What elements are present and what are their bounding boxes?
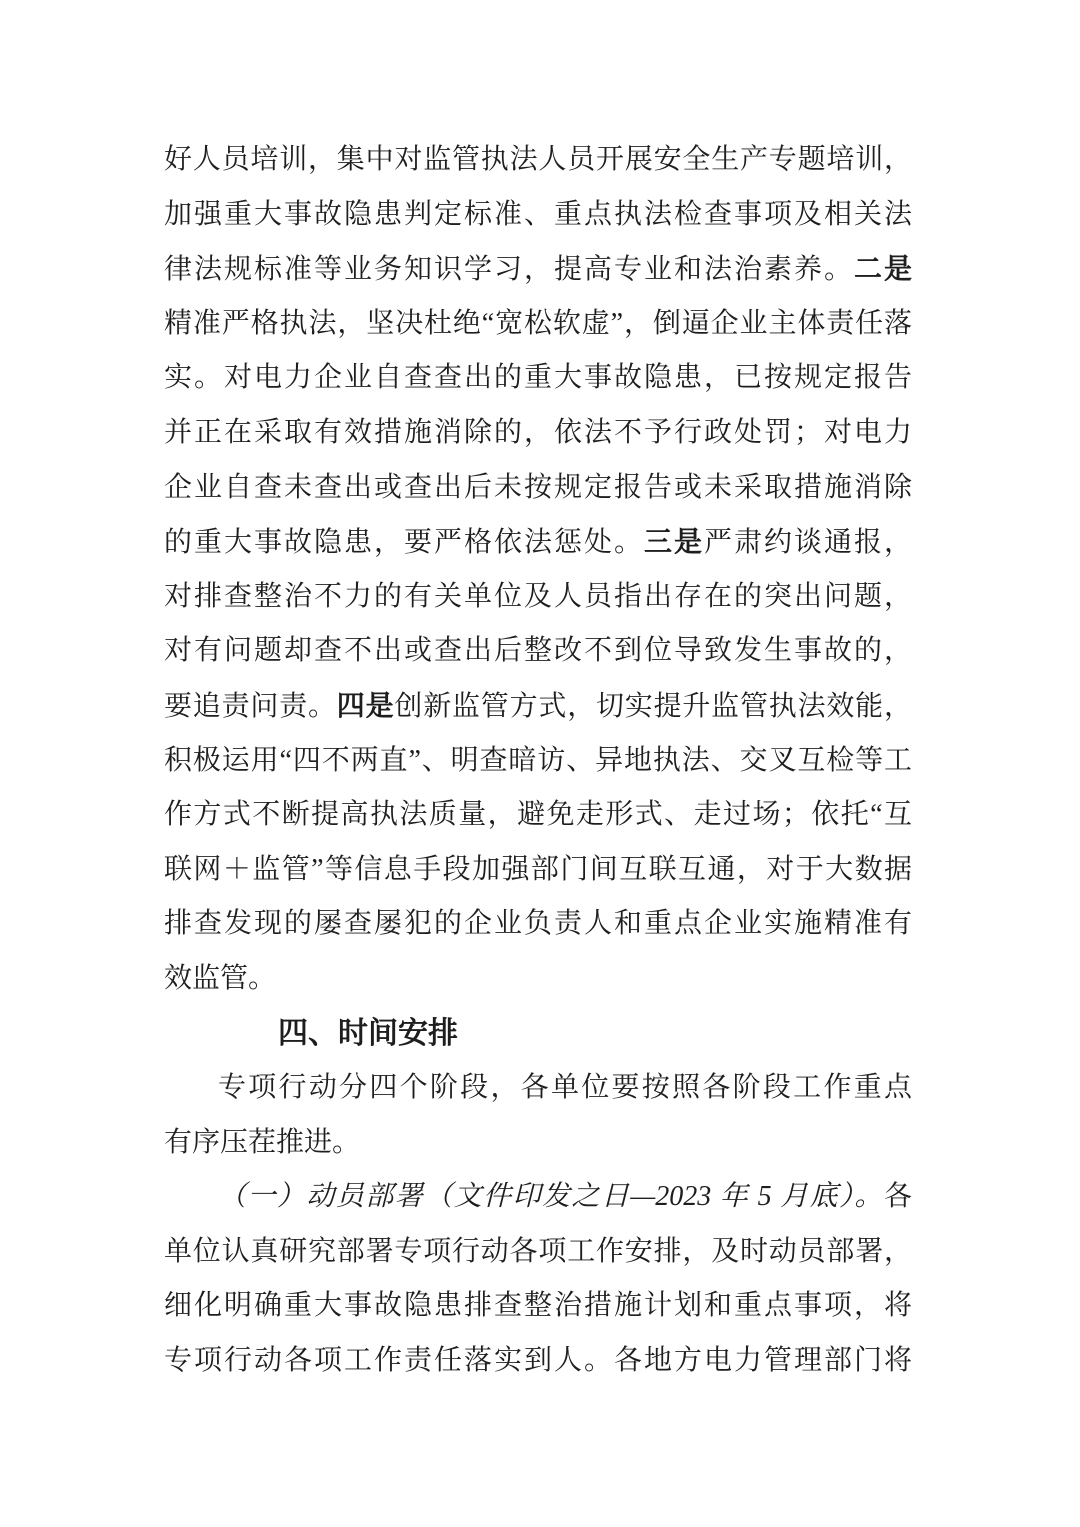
- body-text: 积极运用“四不两直”、明查暗访、异地执法、交叉互检等工: [164, 744, 912, 776]
- document-line: [164, 843, 912, 898]
- document-line: [164, 624, 912, 679]
- body-text: 要追责问责。: [164, 690, 337, 722]
- body-text: 联网＋监管”等信息手段加强部门间互联互通，对于大数据: [164, 853, 912, 885]
- document-line: [164, 1225, 912, 1280]
- body-text: 专项行动分四个阶段，各单位要按照各阶段工作重点: [218, 1072, 912, 1104]
- subheading-text: （一）动员部署（文件印发之日—2023 年 5 月底）。: [218, 1181, 884, 1213]
- emphasis-text: 三是: [643, 526, 704, 558]
- document-line: [164, 1116, 912, 1171]
- document-line: [164, 788, 912, 843]
- document-line: [164, 515, 912, 570]
- body-text: 好人员培训，集中对监管执法人员开展安全生产专题培训，: [164, 144, 912, 175]
- document-line: [164, 679, 912, 734]
- document-line: [164, 570, 912, 625]
- body-text: 对排查整治不力的有关单位及人员指出存在的突出问题，: [164, 580, 912, 612]
- document-line: [164, 952, 912, 1007]
- emphasis-text: 四是: [336, 689, 395, 721]
- document-line: [164, 734, 912, 789]
- body-text: 的重大事故隐患，要严格依法惩处。: [164, 527, 644, 559]
- document-line: [164, 1334, 912, 1389]
- body-text: 加强重大事故隐患判定标准、重点执法检查事项及相关法: [164, 198, 912, 230]
- body-text: 严肃约谈通报，: [703, 527, 912, 559]
- emphasis-text: 二是: [853, 253, 912, 285]
- body-text: 实。对电力企业自查查出的重大事故隐患，已按规定报告: [164, 362, 912, 394]
- body-text: 作方式不断提高执法质量，避免走形式、走过场；依托“互: [164, 799, 912, 831]
- body-text: 并正在采取有效措施消除的，依法不予行政处罚；对电力: [164, 416, 912, 448]
- document-line: [164, 242, 912, 297]
- body-text: 各: [883, 1181, 912, 1213]
- body-text: 细化明确重大事故隐患排查整治措施计划和重点事项，将: [164, 1290, 912, 1322]
- document-line: [164, 297, 912, 352]
- heading-text: 四、时间安排: [278, 1016, 458, 1050]
- body-text: 律法规标准等业务知识学习，提高专业和法治素养。: [164, 254, 854, 286]
- body-text: 创新监管方式，切实提升监管执法效能，: [394, 690, 912, 722]
- document-line: [164, 1061, 912, 1116]
- body-text: 有序压茬推进。: [164, 1126, 361, 1158]
- body-text: 企业自查未查出或查出后未按规定报告或未采取措施消除: [164, 471, 912, 503]
- body-text: 专项行动各项工作责任落实到人。各地方电力管理部门将: [164, 1345, 912, 1377]
- document-line: [164, 188, 912, 243]
- document-line: [164, 1170, 912, 1225]
- body-text: 对有问题却查不出或查出后整改不到位导致发生事故的，: [164, 635, 912, 667]
- document-line: [164, 1279, 912, 1334]
- body-text: 精准严格执法，坚决杜绝“宽松软虚”，倒逼企业主体责任落: [164, 307, 912, 339]
- document-line: [164, 461, 912, 516]
- section-heading: [164, 1007, 912, 1062]
- body-text: 效监管。: [164, 962, 277, 994]
- body-text: 单位认真研究部署专项行动各项工作安排，及时动员部署，: [164, 1235, 912, 1267]
- document-line: [164, 406, 912, 461]
- document-line: [164, 897, 912, 952]
- document-line: [164, 351, 912, 406]
- document-text-block: [164, 133, 912, 1389]
- document-line: [164, 133, 912, 188]
- body-text: 排查发现的屡查屡犯的企业负责人和重点企业实施精准有: [164, 908, 912, 940]
